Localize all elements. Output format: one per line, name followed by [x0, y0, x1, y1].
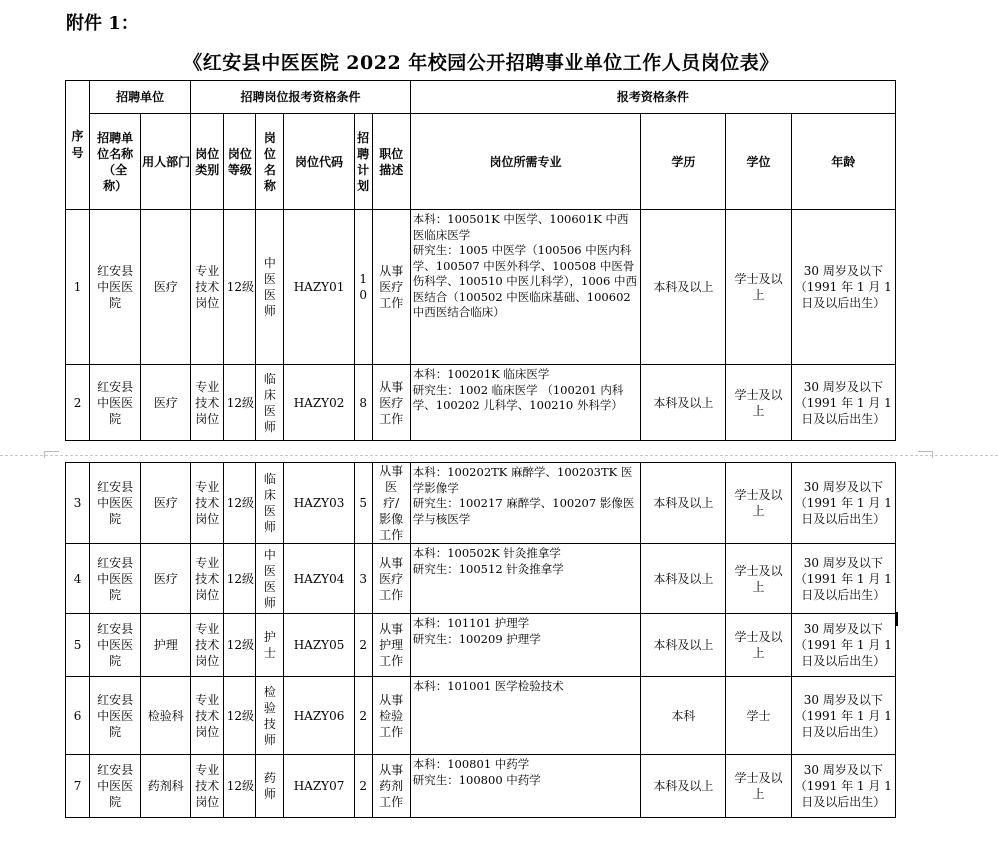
table-row [66, 365, 896, 441]
row-post-type: 专业技术岗位 [191, 677, 224, 755]
table-body-part1 [66, 210, 896, 441]
header-group-qualifications: 报考资格条件 [410, 81, 895, 114]
row-education: 本科 [641, 677, 726, 755]
attachment-label: 附件 1： [66, 13, 139, 34]
row-seq: 4 [66, 544, 90, 614]
header-unit-name: 招聘单位名称（全称） [90, 114, 141, 210]
row-duty: 从事医疗工作 [372, 365, 410, 441]
table-row [66, 463, 896, 544]
row-seq: 6 [66, 677, 90, 755]
header-post-grade: 岗位等级 [224, 114, 256, 210]
row-plan: 8 [354, 365, 372, 441]
row-post-grade: 12级 [224, 463, 256, 544]
row-department: 医疗 [141, 544, 191, 614]
row-unit-name: 红安县中医医院 [90, 210, 141, 365]
row-post-type: 专业技术岗位 [191, 544, 224, 614]
page-corner-mark-left [44, 451, 59, 458]
row-age: 30 周岁及以下（1991 年 1 月 1 日及以后出生） [791, 544, 895, 614]
row-duty: 从事护理工作 [372, 614, 410, 677]
row-unit-name: 红安县中医医院 [90, 365, 141, 441]
row-unit-name: 红安县中医医院 [90, 677, 141, 755]
row-department: 医疗 [141, 365, 191, 441]
page-corner-mark-right [918, 451, 933, 458]
row-education: 本科及以上 [641, 544, 726, 614]
row-degree: 学士及以上 [726, 463, 791, 544]
row-seq: 1 [66, 210, 90, 365]
row-degree: 学士及以上 [726, 544, 791, 614]
row-post-type: 专业技术岗位 [191, 210, 224, 365]
row-post-grade: 12级 [224, 614, 256, 677]
positions-table-part2 [65, 462, 896, 818]
row-unit-name: 红安县中医医院 [90, 544, 141, 614]
row-post-name: 临床医师 [256, 365, 284, 441]
row-post-code: HAZY06 [284, 677, 354, 755]
row-unit-name: 红安县中医医院 [90, 614, 141, 677]
row-degree: 学士及以上 [726, 365, 791, 441]
header-duty: 职位描述 [372, 114, 410, 210]
header-age: 年龄 [791, 114, 895, 210]
header-department: 用人部门 [141, 114, 191, 210]
row-post-name: 检验技师 [256, 677, 284, 755]
header-education: 学历 [641, 114, 726, 210]
row-unit-name: 红安县中医医院 [90, 755, 141, 818]
row-major: 本科：101101 护理学 研究生：100209 护理学 [410, 614, 641, 677]
row-department: 检验科 [141, 677, 191, 755]
row-education: 本科及以上 [641, 614, 726, 677]
table-row [66, 544, 896, 614]
row-post-code: HAZY05 [284, 614, 354, 677]
row-degree: 学士及以上 [726, 614, 791, 677]
row-plan: 2 [354, 677, 372, 755]
row-seq: 5 [66, 614, 90, 677]
row-plan: 10 [354, 210, 372, 365]
row-post-code: HAZY01 [284, 210, 354, 365]
row-education: 本科及以上 [641, 365, 726, 441]
row-major: 本科：100502K 针灸推拿学 研究生：100512 针灸推拿学 [410, 544, 641, 614]
row-duty: 从事医疗/影像工作 [372, 463, 410, 544]
row-plan: 2 [354, 614, 372, 677]
row-seq: 3 [66, 463, 90, 544]
row-education: 本科及以上 [641, 463, 726, 544]
row-age: 30 周岁及以下（1991 年 1 月 1 日及以后出生） [791, 614, 895, 677]
row-major: 本科：100801 中药学 研究生：100800 中药学 [410, 755, 641, 818]
row-post-name: 药师 [256, 755, 284, 818]
row-post-name: 护士 [256, 614, 284, 677]
header-post-name: 岗位名称 [256, 114, 284, 210]
row-major: 本科：100501K 中医学、100601K 中西医临床医学 研究生：1005 中医学（100506 中医内科学、100507 中医外科学、100508 中医骨伤科学、100510 中医儿科学），1006 中西医结合（100502 中医临床基础、100602 中西医结合临床） [410, 210, 641, 365]
table-row [66, 614, 896, 677]
row-duty: 从事医疗工作 [372, 210, 410, 365]
table-body-part2 [66, 463, 896, 818]
row-education: 本科及以上 [641, 210, 726, 365]
header-group-unit: 招聘单位 [90, 81, 191, 114]
table-row [66, 210, 896, 365]
header-plan: 招聘计划 [354, 114, 372, 210]
row-major: 本科：100201K 临床医学 研究生：1002 临床医学 （100201 内科学、100202 儿科学、100210 外科学） [410, 365, 641, 441]
row-age: 30 周岁及以下（1991 年 1 月 1 日及以后出生） [791, 463, 895, 544]
row-department: 医疗 [141, 210, 191, 365]
row-seq: 2 [66, 365, 90, 441]
row-duty: 从事检验工作 [372, 677, 410, 755]
row-degree: 学士及以上 [726, 755, 791, 818]
row-major: 本科：100202TK 麻醉学、100203TK 医学影像学 研究生：100217 麻醉学、100207 影像医学与核医学 [410, 463, 641, 544]
row-duty: 从事医疗工作 [372, 544, 410, 614]
row-post-type: 专业技术岗位 [191, 755, 224, 818]
row-post-type: 专业技术岗位 [191, 614, 224, 677]
row-department: 药剂科 [141, 755, 191, 818]
row-post-grade: 12级 [224, 210, 256, 365]
row-post-code: HAZY03 [284, 463, 354, 544]
row-post-type: 专业技术岗位 [191, 463, 224, 544]
row-department: 医疗 [141, 463, 191, 544]
row-post-code: HAZY04 [284, 544, 354, 614]
row-post-grade: 12级 [224, 365, 256, 441]
row-post-name: 中医医师 [256, 210, 284, 365]
header-major: 岗位所需专业 [410, 114, 641, 210]
row-education: 本科及以上 [641, 755, 726, 818]
text-cursor-mark [896, 612, 898, 626]
row-post-grade: 12级 [224, 544, 256, 614]
row-degree: 学士 [726, 677, 791, 755]
header-group-post-conditions: 招聘岗位报考资格条件 [191, 81, 410, 114]
row-post-code: HAZY02 [284, 365, 354, 441]
row-degree: 学士及以上 [726, 210, 791, 365]
row-age: 30 周岁及以下（1991 年 1 月 1 日及以后出生） [791, 677, 895, 755]
page-break-line [0, 455, 998, 456]
document-title: 《红安县中医医院 2022 年校园公开招聘事业单位工作人员岗位表》 [183, 52, 779, 74]
row-plan: 2 [354, 755, 372, 818]
row-age: 30 周岁及以下（1991 年 1 月 1 日及以后出生） [791, 755, 895, 818]
row-age: 30 周岁及以下（1991 年 1 月 1 日及以后出生） [791, 365, 895, 441]
header-seq: 序号 [66, 81, 90, 210]
header-degree: 学位 [726, 114, 791, 210]
table-row [66, 677, 896, 755]
row-unit-name: 红安县中医医院 [90, 463, 141, 544]
row-duty: 从事药剂工作 [372, 755, 410, 818]
header-post-code: 岗位代码 [284, 114, 354, 210]
table-row [66, 755, 896, 818]
row-post-name: 中医医师 [256, 544, 284, 614]
row-department: 护理 [141, 614, 191, 677]
header-post-type: 岗位类别 [191, 114, 224, 210]
row-age: 30 周岁及以下（1991 年 1 月 1 日及以后出生） [791, 210, 895, 365]
row-post-grade: 12级 [224, 677, 256, 755]
row-post-type: 专业技术岗位 [191, 365, 224, 441]
row-plan: 3 [354, 544, 372, 614]
row-plan: 5 [354, 463, 372, 544]
row-post-code: HAZY07 [284, 755, 354, 818]
row-seq: 7 [66, 755, 90, 818]
row-post-grade: 12级 [224, 755, 256, 818]
row-post-name: 临床医师 [256, 463, 284, 544]
positions-table-part1 [65, 80, 896, 441]
row-major: 本科：101001 医学检验技术 [410, 677, 641, 755]
